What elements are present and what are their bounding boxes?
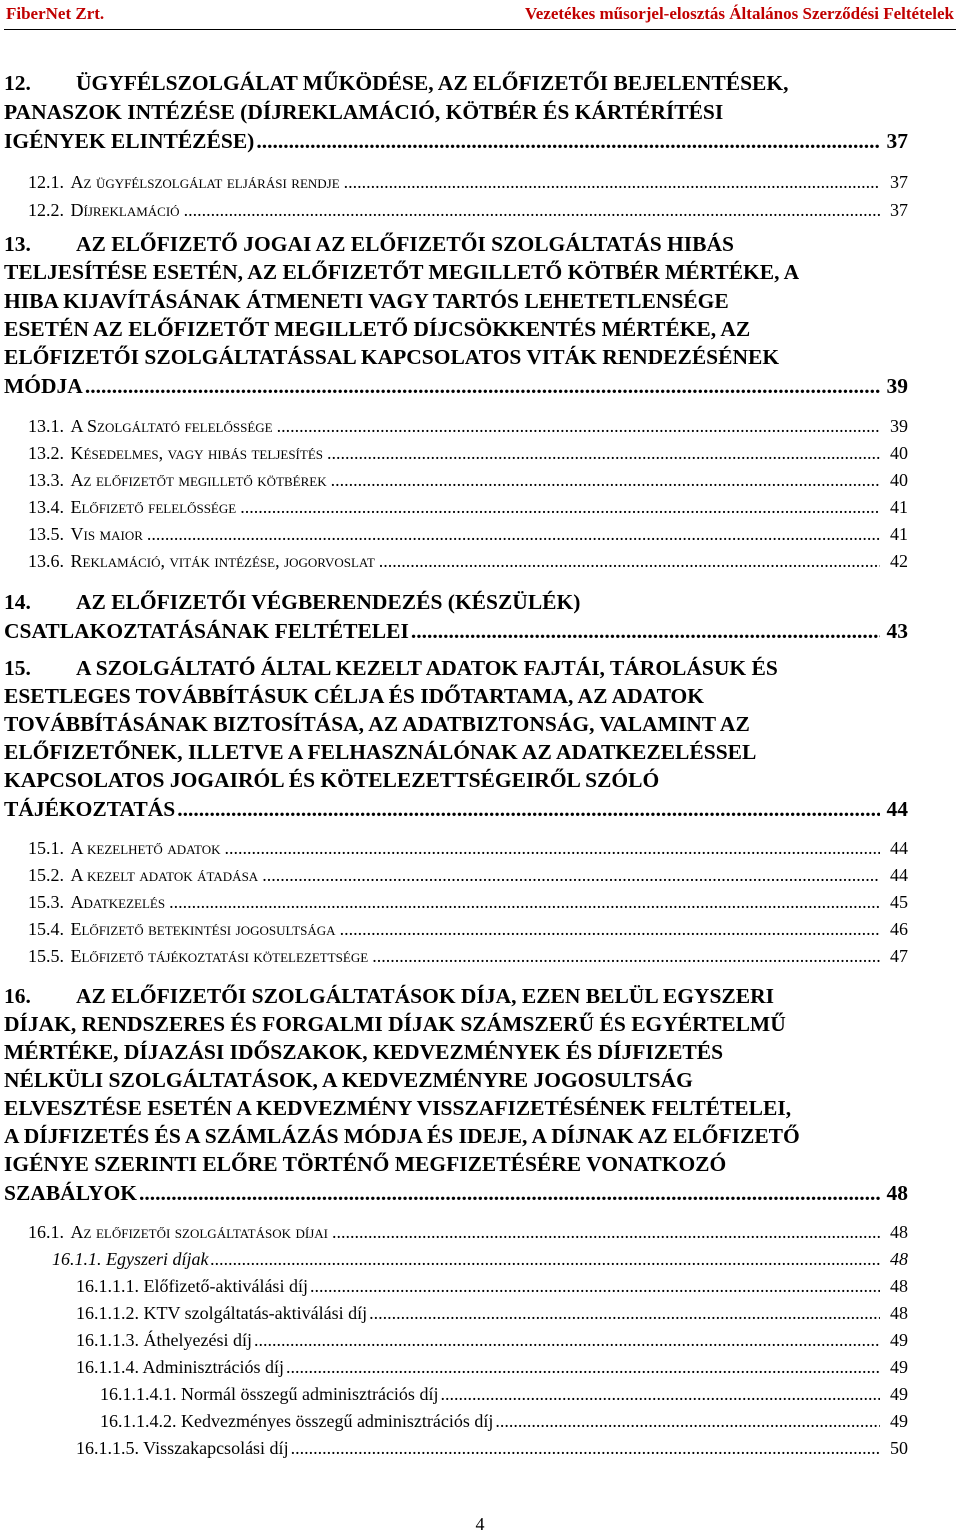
toc-title-line: PANASZOK INTÉZÉSE (DÍJREKLAMÁCIÓ, KÖTBÉR ÉS KÁRTÉRÍTÉSI	[4, 100, 724, 124]
toc-number: 15.	[4, 656, 31, 680]
toc-label: 16.1.1.4.1. Normál összegű adminisztrációs díj	[100, 1384, 439, 1404]
toc-label: 16.1.1.2. KTV szolgáltatás-aktiválási díj	[76, 1303, 368, 1323]
toc-label: A kezelt adatok átadása	[70, 865, 259, 885]
toc-entry-12-2[interactable]	[0, 197, 960, 223]
toc-page-number: 48	[886, 1181, 908, 1205]
toc-entry-15-1[interactable]	[0, 835, 960, 861]
toc-entry-13-1[interactable]	[0, 413, 960, 439]
toc-page-number: 39	[886, 374, 908, 398]
toc-label: Előfizető felelőssége	[70, 497, 237, 517]
toc-entry-13-line4	[0, 317, 960, 343]
toc-entry-15-line5	[0, 768, 960, 794]
toc-entry-16-1-1-5[interactable]	[0, 1435, 960, 1461]
toc-number: 13.2.	[28, 443, 64, 463]
toc-title-line: NÉLKÜLI SZOLGÁLTATÁSOK, A KEDVEZMÉNYRE JOGOSULTSÁG	[4, 1068, 693, 1092]
toc-page-number: 44	[886, 797, 908, 821]
toc-label: Késedelmes, vagy hibás teljesítés	[70, 443, 323, 463]
toc-label: Adatkezelés	[70, 892, 166, 912]
toc-entry-12-line2	[0, 100, 960, 126]
toc-entry-13-6[interactable]	[0, 548, 960, 574]
toc-title-line: ESETLEGES TOVÁBBÍTÁSUK CÉLJA ÉS IDŐTARTAMA, AZ ADATOK	[4, 684, 704, 708]
toc-title-line: HIBA KIJAVÍTÁSÁNAK ÁTMENETI VAGY TARTÓS LEHETETLENSÉGE	[4, 289, 729, 313]
toc-leader	[4, 618, 880, 644]
toc-leader	[28, 467, 880, 493]
page-number-footer: 4	[475, 1514, 485, 1534]
toc-label: A kezelhető adatok	[70, 838, 221, 858]
toc-title-line: TOVÁBBÍTÁSÁNAK BIZTOSÍTÁSA, AZ ADATBIZTONSÁG, VALAMINT AZ	[4, 712, 750, 736]
toc-page-number: 43	[886, 619, 908, 643]
toc-title-line: TELJESÍTÉSE ESETÉN, AZ ELŐFIZETŐT MEGILLETŐ KÖTBÉR MÉRTÉKE, A	[4, 260, 800, 284]
toc-number: 13.6.	[28, 551, 64, 571]
toc-leader	[28, 494, 880, 520]
toc-page-number: 37	[886, 129, 908, 153]
toc-title-line: SZABÁLYOK	[4, 1181, 138, 1205]
toc-leader	[28, 440, 880, 466]
toc-page-number: 41	[888, 521, 908, 547]
toc-label: 16.1.1. Egyszeri díjak	[52, 1249, 209, 1269]
toc-title-line: A DÍJFIZETÉS ÉS A SZÁMLÁZÁS MÓDJA ÉS IDEJE, A DÍJNAK AZ ELŐFIZETŐ	[4, 1124, 800, 1148]
toc-entry-13-line3	[0, 289, 960, 315]
toc-title-line: IGÉNYEK ELINTÉZÉSE)	[4, 129, 255, 153]
toc-leader	[28, 943, 880, 969]
page-header	[0, 0, 960, 30]
toc-entry-16-1-1-4[interactable]	[0, 1354, 960, 1380]
toc-leader	[76, 1354, 880, 1380]
toc-page-number: 48	[888, 1300, 908, 1326]
toc-leader	[28, 1219, 880, 1245]
toc-leader	[4, 796, 880, 822]
toc-title-line: AZ ELŐFIZETŐ JOGAI AZ ELŐFIZETŐI SZOLGÁLTATÁS HIBÁS	[76, 232, 734, 256]
toc-label: 16.1.1.4. Adminisztrációs díj	[76, 1357, 284, 1377]
toc-title-line: DÍJAK, RENDSZERES ÉS FORGALMI DÍJAK SZÁMSZERŰ ÉS EGYÉRTELMŰ	[4, 1012, 786, 1036]
toc-number: 16.1.	[28, 1222, 64, 1242]
toc-label: 16.1.1.5. Visszakapcsolási díj	[76, 1438, 289, 1458]
toc-page-number: 48	[888, 1273, 908, 1299]
toc-leader	[28, 197, 880, 223]
toc-entry-15-3[interactable]	[0, 889, 960, 915]
toc-title-line: AZ ELŐFIZETŐI SZOLGÁLTATÁSOK DÍJA, EZEN BELÜL EGYSZERI	[76, 984, 774, 1008]
toc-leader	[28, 548, 880, 574]
toc-page-number: 44	[888, 835, 908, 861]
toc-number: 13.4.	[28, 497, 64, 517]
toc-title-line: ELŐFIZETŐI SZOLGÁLTATÁSSAL KAPCSOLATOS VITÁK RENDEZÉSÉNEK	[4, 345, 780, 369]
document-title: Vezetékes műsorjel-elosztás Általános Szerződési Feltételek	[525, 4, 954, 23]
toc-number: 12.	[4, 71, 31, 95]
toc-page-number: 45	[888, 889, 908, 915]
toc-page-number: 46	[888, 916, 908, 942]
toc-label: Az előfizetőt megillető kötbérek	[70, 470, 327, 490]
toc-entry-13-line6	[0, 373, 960, 399]
toc-title-line: ELŐFIZETŐNEK, ILLETVE A FELHASZNÁLÓNAK AZ ADATKEZELÉSSEL	[4, 740, 757, 764]
header-rule	[4, 29, 956, 30]
toc-number: 14.	[4, 590, 31, 614]
toc-title-line: A SZOLGÁLTATÓ ÁLTAL KEZELT ADATOK FAJTÁI, TÁROLÁSUK ÉS	[76, 656, 778, 680]
toc-entry-12-1[interactable]	[0, 169, 960, 195]
toc-entry-16-1-1-4-2[interactable]	[0, 1408, 960, 1434]
toc-number: 15.1.	[28, 838, 64, 858]
toc-leader	[28, 521, 880, 547]
toc-entry-16-line6	[0, 1124, 960, 1150]
toc-leader	[28, 835, 880, 861]
toc-leader	[28, 413, 880, 439]
toc-entry-16-1[interactable]	[0, 1219, 960, 1245]
toc-entry-15[interactable]	[0, 656, 960, 682]
toc-entry-15-4[interactable]	[0, 916, 960, 942]
toc-entry-16[interactable]	[0, 984, 960, 1010]
toc-leader	[76, 1435, 880, 1461]
toc-number: 13.3.	[28, 470, 64, 490]
toc-leader	[28, 916, 880, 942]
toc-entry-14-line2	[0, 618, 960, 644]
toc-label: A Szolgáltató felelőssége	[70, 416, 273, 436]
toc-entry-16-1-1[interactable]	[0, 1246, 960, 1272]
toc-title-line: MÓDJA	[4, 374, 83, 398]
toc-leader	[76, 1300, 880, 1326]
toc-page-number: 49	[888, 1327, 908, 1353]
toc-number: 12.1.	[28, 172, 64, 192]
toc-label: Előfizető tájékoztatási kötelezettsége	[70, 946, 369, 966]
toc-title-line: ESETÉN AZ ELŐFIZETŐT MEGILLETŐ DÍJCSÖKKENTÉS MÉRTÉKE, AZ	[4, 317, 751, 341]
toc-page-number: 40	[888, 440, 908, 466]
toc-entry-16-line7	[0, 1152, 960, 1178]
toc-label: Díjreklamáció	[70, 200, 180, 220]
toc-leader	[28, 889, 880, 915]
toc-entry-15-line3	[0, 712, 960, 738]
toc-title-line: MÉRTÉKE, DÍJAZÁSI IDŐSZAKOK, KEDVEZMÉNYEK ÉS DÍJFIZETÉS	[4, 1040, 724, 1064]
toc-page-number: 47	[888, 943, 908, 969]
toc-entry-12[interactable]	[0, 71, 960, 97]
toc-title-line: KAPCSOLATOS JOGAIRÓL ÉS KÖTELEZETTSÉGEIRŐL SZÓLÓ	[4, 768, 660, 792]
toc-label: 16.1.1.1. Előfizető-aktiválási díj	[76, 1276, 308, 1296]
toc-label: 16.1.1.4.2. Kedvezményes összegű adminisztrációs díj	[100, 1411, 494, 1431]
toc-page-number: 39	[888, 413, 908, 439]
toc-leader	[76, 1327, 880, 1353]
toc-leader	[52, 1246, 880, 1272]
toc-entry-16-1-1-4-1[interactable]	[0, 1381, 960, 1407]
toc-entry-13-4[interactable]	[0, 494, 960, 520]
toc-entry-12-line3	[0, 128, 960, 154]
toc-label: Az ügyfélszolgálat eljárási rendje	[70, 172, 340, 192]
toc-number: 15.3.	[28, 892, 64, 912]
toc-entry-15-line6	[0, 796, 960, 822]
toc-leader	[4, 373, 880, 399]
toc-number: 13.	[4, 232, 31, 256]
toc-page-number: 37	[888, 197, 908, 223]
toc-title-line: ELVESZTÉSE ESETÉN A KEDVEZMÉNY VISSZAFIZETÉSÉNEK FELTÉTELEI,	[4, 1096, 792, 1120]
toc-entry-16-1-1-3[interactable]	[0, 1327, 960, 1353]
toc-leader	[28, 862, 880, 888]
toc-entry-13-3[interactable]	[0, 467, 960, 493]
toc-page-number: 49	[888, 1408, 908, 1434]
toc-title-line: ÜGYFÉLSZOLGÁLAT MŰKÖDÉSE, AZ ELŐFIZETŐI BEJELENTÉSEK,	[76, 71, 789, 95]
toc-entry-15-line2	[0, 684, 960, 710]
toc-title-line: TÁJÉKOZTATÁS	[4, 797, 176, 821]
toc-label: Reklamáció, viták intézése, jogorvoslat	[70, 551, 375, 571]
toc-page-number: 49	[888, 1354, 908, 1380]
toc-page-number: 50	[888, 1435, 908, 1461]
company-name: FiberNet Zrt.	[6, 4, 105, 23]
toc-title-line: AZ ELŐFIZETŐI VÉGBERENDEZÉS (KÉSZÜLÉK)	[76, 590, 581, 614]
toc-entry-16-line3	[0, 1040, 960, 1066]
toc-entry-15-line4	[0, 740, 960, 766]
toc-number: 15.2.	[28, 865, 64, 885]
toc-entry-13-2[interactable]	[0, 440, 960, 466]
toc-label: Vis maior	[70, 524, 143, 544]
toc-label: 16.1.1.3. Áthelyezési díj	[76, 1330, 252, 1350]
toc-entry-16-line8	[0, 1180, 960, 1206]
toc-entry-16-line5	[0, 1096, 960, 1122]
toc-page-number: 41	[888, 494, 908, 520]
toc-page-number: 37	[888, 169, 908, 195]
toc-number: 15.4.	[28, 919, 64, 939]
toc-number: 16.	[4, 984, 31, 1008]
toc-leader	[76, 1273, 880, 1299]
toc-entry-13-line2	[0, 260, 960, 286]
toc-entry-16-1-1-1[interactable]	[0, 1273, 960, 1299]
toc-label: Az előfizetői szolgáltatások díjai	[70, 1222, 329, 1242]
toc-number: 15.5.	[28, 946, 64, 966]
toc-number: 13.5.	[28, 524, 64, 544]
toc-leader	[100, 1408, 880, 1434]
toc-label: Előfizető betekintési jogosultsága	[70, 919, 336, 939]
toc-leader	[28, 169, 880, 195]
toc-title-line: IGÉNYE SZERINTI ELŐRE TÖRTÉNŐ MEGFIZETÉSÉRE VONATKOZÓ	[4, 1152, 727, 1176]
toc-entry-13[interactable]	[0, 232, 960, 258]
toc-entry-13-line5	[0, 345, 960, 371]
toc-entry-14[interactable]	[0, 590, 960, 616]
toc-page-number: 44	[888, 862, 908, 888]
toc-page-number: 48	[888, 1246, 908, 1272]
toc-entry-16-line4	[0, 1068, 960, 1094]
toc-leader	[100, 1381, 880, 1407]
toc-entry-16-1-1-2[interactable]	[0, 1300, 960, 1326]
toc-entry-15-5[interactable]	[0, 943, 960, 969]
toc-number: 13.1.	[28, 416, 64, 436]
toc-entry-15-2[interactable]	[0, 862, 960, 888]
toc-number: 12.2.	[28, 200, 64, 220]
toc-page-number: 42	[888, 548, 908, 574]
toc-page-number: 49	[888, 1381, 908, 1407]
toc-leader	[4, 128, 880, 154]
toc-entry-16-line2	[0, 1012, 960, 1038]
toc-leader	[4, 1180, 880, 1206]
toc-page-number: 40	[888, 467, 908, 493]
toc-entry-13-5[interactable]	[0, 521, 960, 547]
toc-title-line: CSATLAKOZTATÁSÁNAK FELTÉTELEI	[4, 619, 409, 643]
toc-page-number: 48	[888, 1219, 908, 1245]
